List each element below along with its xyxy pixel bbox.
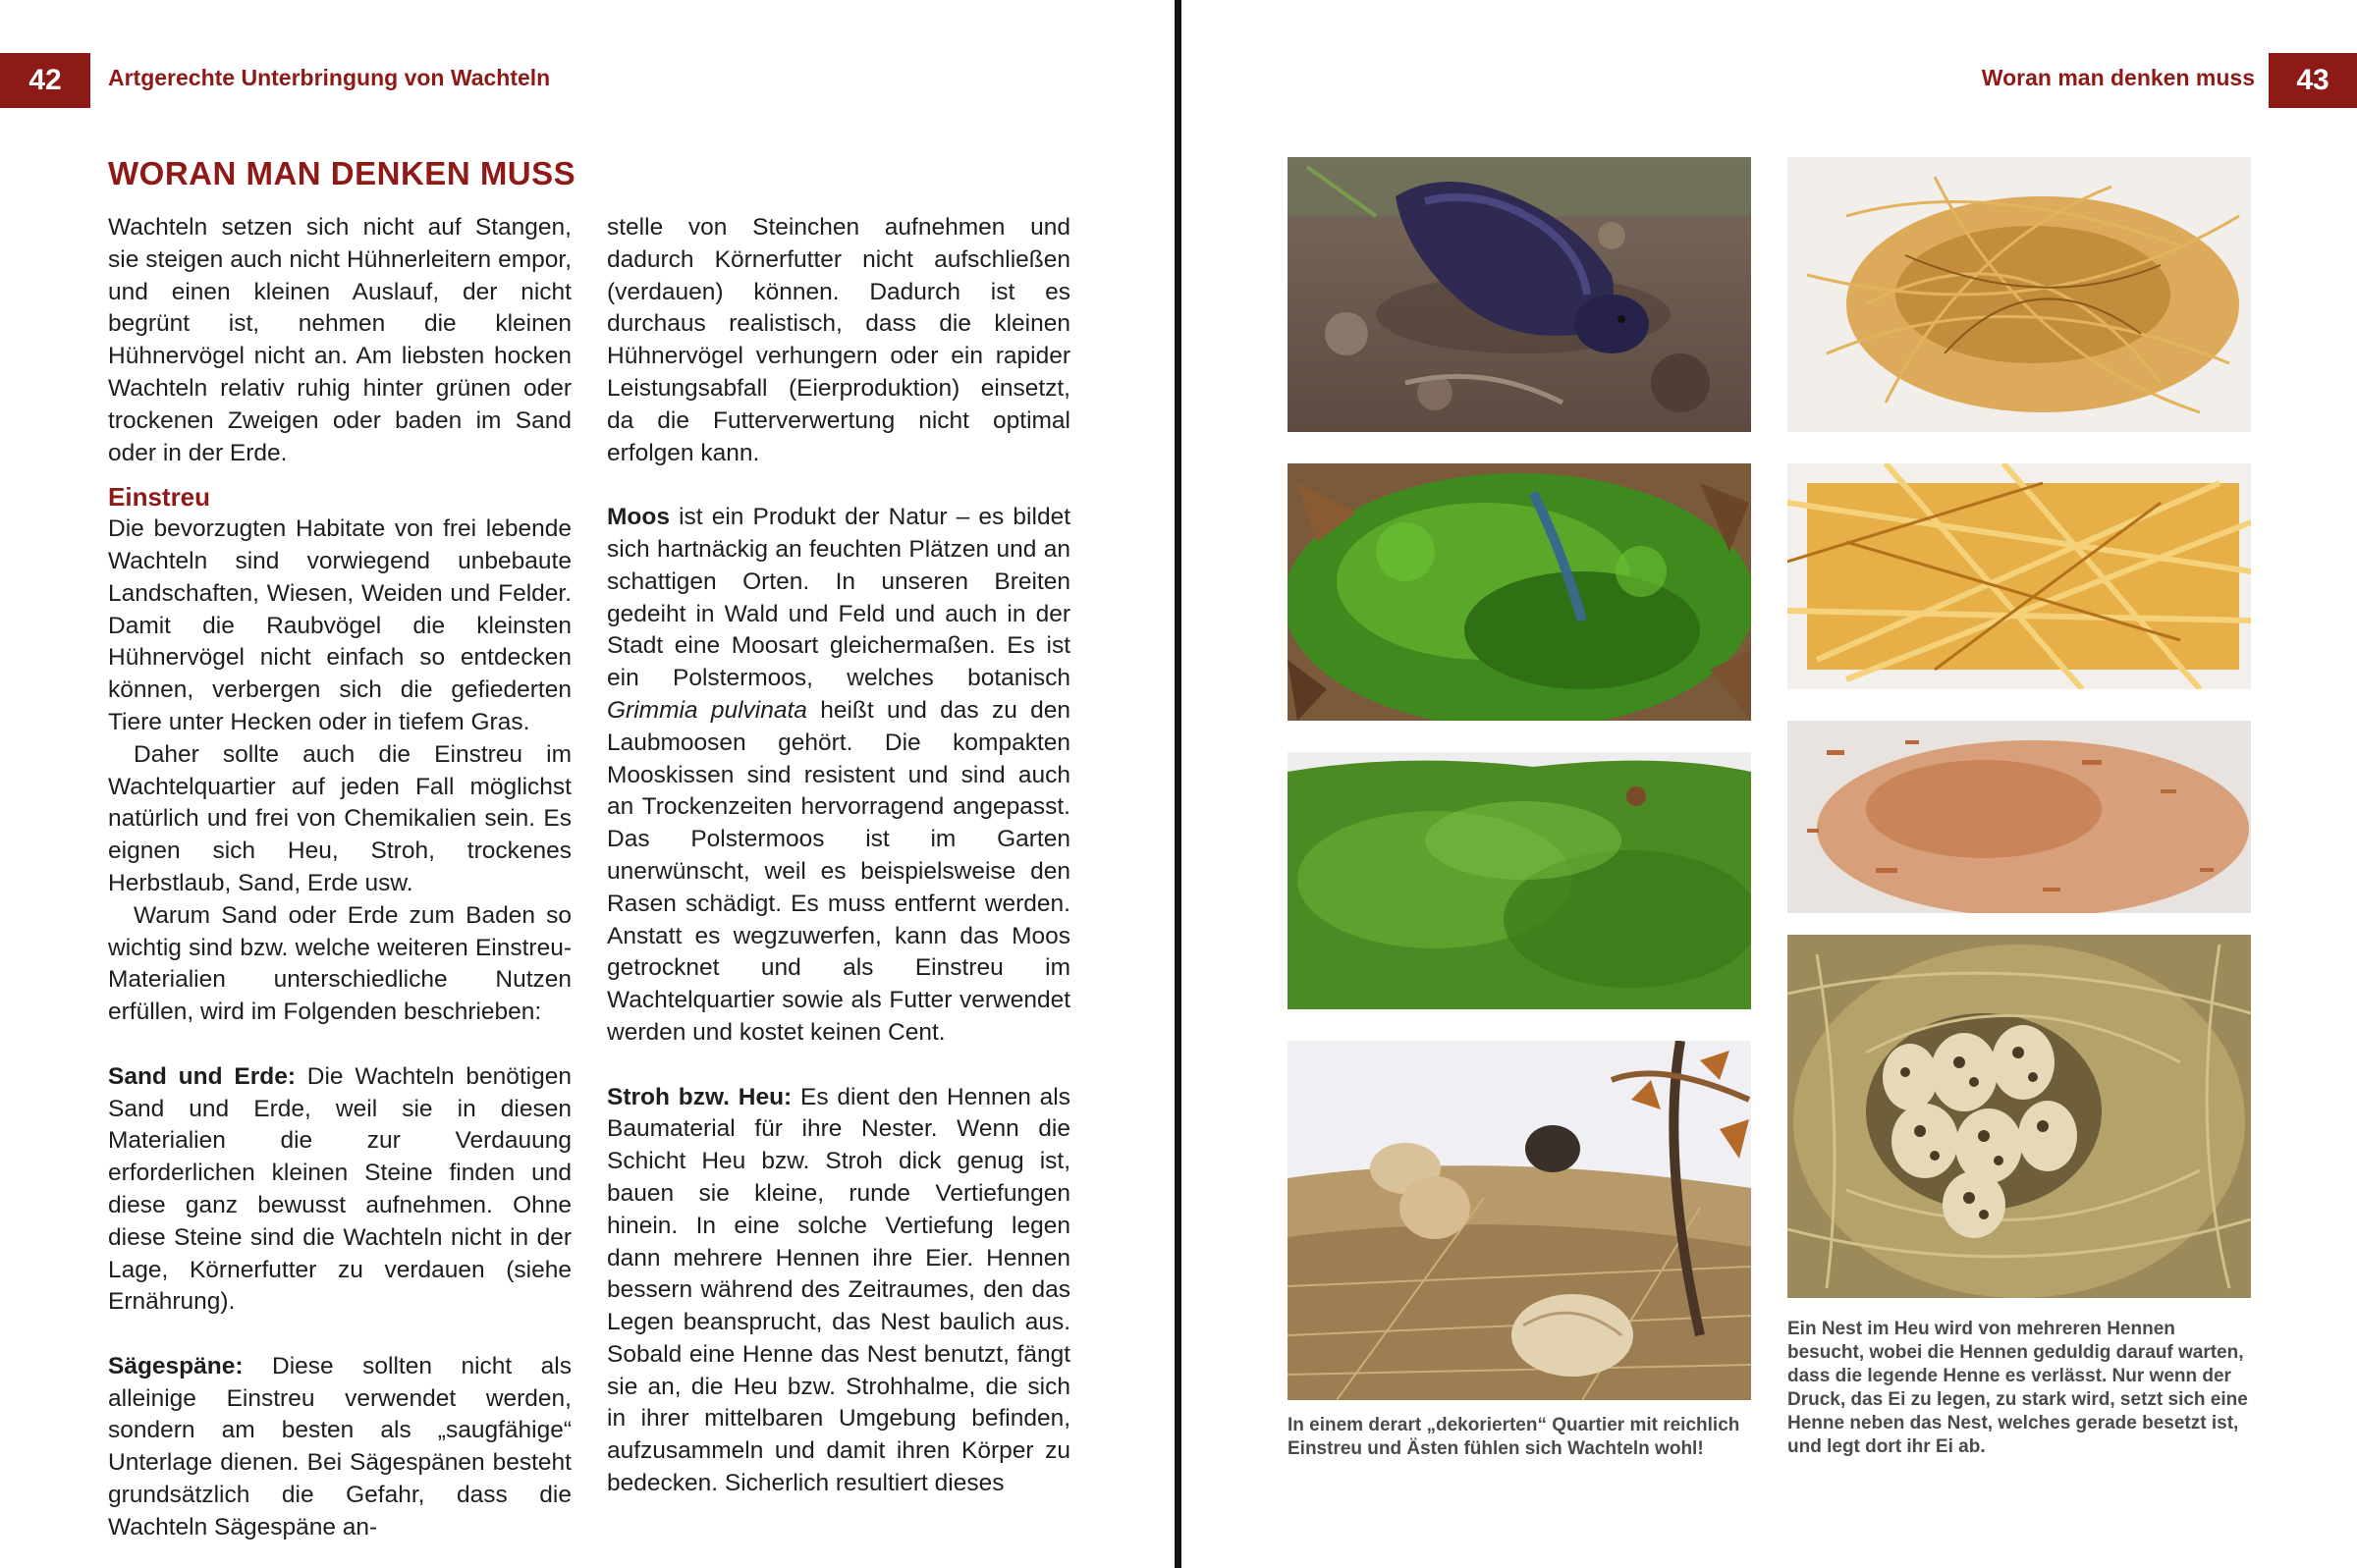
term-saegespaene: Sägespäne: bbox=[108, 1352, 244, 1379]
paragraph-saegespaene bbox=[108, 1351, 572, 1544]
photo-straw bbox=[1787, 463, 2251, 689]
running-head-right: Woran man denken muss bbox=[1981, 65, 2255, 90]
running-head-left: Artgerechte Unterbringung von Wachteln bbox=[108, 65, 551, 90]
intro-paragraph: Wachteln setzen sich nicht auf Stangen, sie steigen auch nicht Hühnerleitern empor, und einen kleinen Auslauf, der nicht begrünt ist, nehmen die kleinen Hühnervögel nicht an. Am liebsten hocken Wachteln relativ ruhig hinter grünen oder trockenen Zweigen oder baden im Sand oder in der Erde. bbox=[108, 214, 572, 466]
photo-wood-shavings bbox=[1787, 721, 2251, 913]
text-moos-b: heißt und das zu den Laubmoosen gehört. Die kompakten Mooskissen sind resistent und sind auch an Trockenzeiten hervorragend angepasst. Das Polstermoos ist im Garten unerwünscht, weil es beispielsweise den Rasen schädigt. Es muss entfernt werden. Anstatt es wegzuwerfen, kann das Moos getrocknet und als Einstreu im Wachtelquartier sowie als Futter verwendet werden und kostet keinen Cent. bbox=[607, 696, 1070, 1046]
paragraph-stroh-heu bbox=[607, 1082, 1070, 1500]
photo-quail-enclosure bbox=[1288, 1041, 1751, 1400]
text-sand-erde: Die Wachteln benötigen Sand und Erde, weil sie in diesen Materialien die zur Verdauung erforderlichen kleinen Steine finden und diese ganz bewusst aufnehmen. Ohne diese Steine sind die Wachteln nicht in der Lage, Körnerfutter zu verdauen (siehe Ernährung). bbox=[108, 1062, 572, 1316]
text-column-2 bbox=[607, 212, 1070, 1500]
section-heading: WORAN MAN DENKEN MUSS bbox=[108, 155, 576, 191]
term-moos: Moos bbox=[607, 504, 670, 531]
term-sand-erde: Sand und Erde: bbox=[108, 1062, 296, 1090]
photo-quail-dustbath bbox=[1288, 157, 1751, 432]
paragraph-warum: Warum Sand oder Erde zum Baden so wichtig sind bzw. welche weiteren Einstreu-Materialien unterschiedliche Nutzen erfüllen, wird im Folgenden beschrieben: bbox=[108, 901, 572, 1026]
left-page bbox=[0, 0, 1175, 1568]
paragraph-continuation: stelle von Steinchen aufnehmen und dadurch Körnerfutter nicht aufschließen (verdauen) können. Dadurch ist es durchaus realistisch, dass die kleinen Hühnervögel verhungern oder ein rapider Leistungsabfall (Eierproduktion) einsetzt, da die Futterverwertung nicht optimal erfolgen kann. bbox=[607, 214, 1070, 466]
text-saegespaene: Diese sollten nicht als alleinige Einstreu verwendet werden, sondern am besten als „saugfähige“ Unterlage dienen. Bei Sägespänen besteht grundsätzlich die Gefahr, dass die Wachteln Sägespäne an- bbox=[108, 1352, 572, 1541]
photo-hay bbox=[1787, 157, 2251, 432]
photo-moss-cushion bbox=[1288, 752, 1751, 1009]
term-stroh-heu: Stroh bzw. Heu: bbox=[607, 1083, 793, 1110]
right-page bbox=[1184, 0, 2357, 1568]
text-column-1 bbox=[108, 212, 572, 1544]
caption-enclosure: In einem derart „dekorierten“ Quartier mit reichlich Einstreu und Ästen fühlen sich Wachteln wohl! bbox=[1288, 1415, 1740, 1459]
photo-nest-eggs bbox=[1787, 935, 2251, 1298]
book-spine bbox=[1175, 0, 1181, 1568]
photo-moss-leaves bbox=[1288, 463, 1751, 721]
text-moos-a: ist ein Produkt der Natur – es bildet sich hartnäckig an feuchten Plätzen und an schattigen Orten. In unseren Breiten gedeiht in Wald und Feld und auch in der Stadt eine Moosart gleichermaßen. Es ist ein Polstermoos, welches botanisch bbox=[607, 504, 1071, 692]
subheading-einstreu: Einstreu bbox=[108, 482, 211, 513]
paragraph-einstreu: Daher sollte auch die Einstreu im Wachtelquartier auf jeden Fall möglichst natürlich und frei von Chemikalien sein. Es eignen sich Heu, Stroh, trockenes Herbstlaub, Sand, Erde usw. bbox=[108, 740, 572, 896]
text-stroh-heu: Es dient den Hennen als Baumaterial für ihre Nester. Wenn die Schicht Heu bzw. Stroh dick genug ist, bauen sie kleine, runde Vertiefungen hinein. In eine solche Vertiefung legen dann mehrere Hennen ihre Eier. Hennen bessern während des Zeitraumes, den das Legen beansprucht, das Nest baulich aus. Sobald eine Henne das Nest benutzt, fängt sie an, die Heu bzw. Strohhalme, die sich in ihrer mittelbaren Umgebung befinden, aufzusammeln und damit ihren Körper zu bedecken. Sicherlich resultiert dieses bbox=[607, 1083, 1070, 1497]
paragraph-sand-erde bbox=[108, 1061, 572, 1319]
page-number-left: 42 bbox=[0, 53, 90, 108]
page-number-right: 43 bbox=[2269, 53, 2357, 108]
paragraph-moos bbox=[607, 502, 1070, 1050]
caption-nest: Ein Nest im Heu wird von mehreren Hennen besucht, wobei die Hennen geduldig darauf warten, dass die legende Henne es verlässt. Nur wenn der Druck, das Ei zu legen, zu stark wird, setzt sich eine Henne neben das Nest, welches gerade besetzt ist, und legt dort ihr Ei ab. bbox=[1787, 1319, 2248, 1457]
latin-name: Grimmia pulvinata bbox=[607, 696, 807, 724]
paragraph-habitate: Die bevorzugten Habitate von frei lebende Wachteln sind vorwiegend unbebaute Landschaften, Wiesen, Weiden und Felder. Damit die Raubvögel die kleinsten Hühnervögel nicht einfach so entdecken können, verbergen sich die gefiederten Tiere unter Hecken oder in tiefem Gras. bbox=[108, 515, 572, 735]
